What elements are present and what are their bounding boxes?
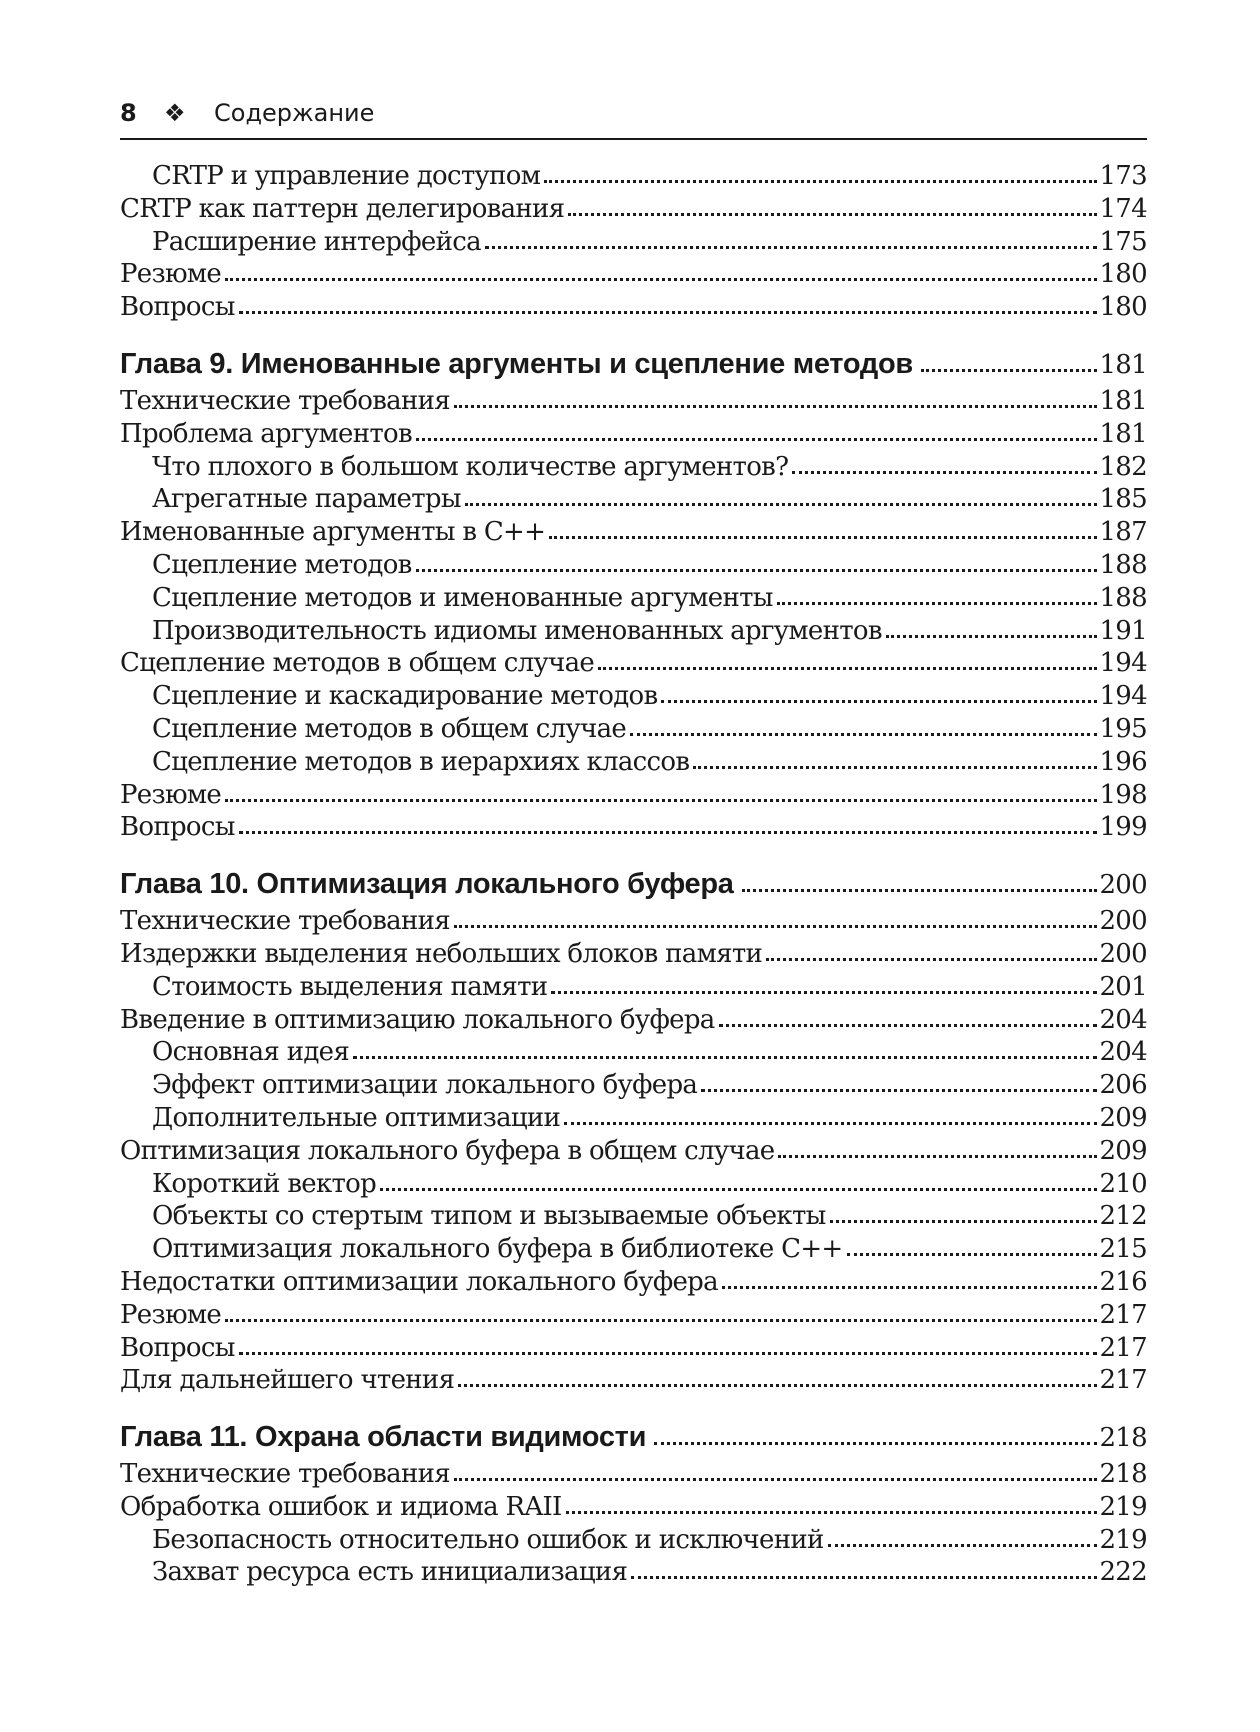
toc-entry-title: Глава 9. Именованные аргументы и сцепление методов <box>120 347 913 380</box>
toc-entry-title: Введение в оптимизацию локального буфера <box>120 1004 715 1035</box>
toc-entry <box>120 1233 1147 1266</box>
toc-entry-title: Сцепление методов в иерархиях классов <box>152 746 690 777</box>
toc-entry <box>120 418 1147 451</box>
toc-entry <box>120 1491 1147 1524</box>
toc-entry <box>120 1102 1147 1135</box>
toc-entry-page: 180 <box>1099 259 1147 290</box>
toc-entry-page: 217 <box>1099 1299 1147 1330</box>
toc-entry <box>120 1299 1147 1332</box>
toc-entry <box>120 1069 1147 1102</box>
toc-entry-title: Стоимость выделения памяти <box>152 971 548 1002</box>
dot-leader <box>416 569 1098 572</box>
toc-entry-page: 174 <box>1099 193 1147 224</box>
dot-leader <box>485 246 1098 249</box>
toc-entry-title: Резюме <box>120 779 222 810</box>
toc-entry-title: CRTP и управление доступом <box>152 161 541 191</box>
dot-leader <box>778 1155 1097 1158</box>
dot-leader <box>766 958 1097 961</box>
toc-entry-title: Проблема аргументов <box>120 418 412 449</box>
toc-entry-title: Безопасность относительно ошибок и исключений <box>152 1524 824 1555</box>
toc-entry-page: 210 <box>1099 1168 1147 1199</box>
toc-entry-page: 200 <box>1099 870 1147 901</box>
toc-entry <box>120 1135 1147 1168</box>
toc-entry <box>120 516 1147 549</box>
dot-leader <box>416 438 1098 441</box>
dot-leader <box>830 1220 1098 1223</box>
toc-entry <box>120 483 1147 516</box>
toc-entry <box>120 713 1147 746</box>
toc-entry-page: 194 <box>1099 681 1147 712</box>
toc-entry <box>120 680 1147 713</box>
dot-leader <box>458 1384 1097 1387</box>
toc-entry <box>120 1004 1147 1037</box>
toc-entry <box>120 193 1147 226</box>
toc-entry-page: 196 <box>1099 746 1147 777</box>
toc-entry-title: Глава 11. Охрана области видимости <box>120 1421 647 1454</box>
toc-entry-title: Для дальнейшего чтения <box>120 1365 455 1396</box>
ornament-icon: ❖ <box>164 99 186 127</box>
toc-entry-page: 198 <box>1099 779 1147 810</box>
toc-entry-page: 219 <box>1099 1491 1147 1522</box>
dot-leader <box>886 635 1098 638</box>
toc-entry-title: Именованные аргументы в C++ <box>120 517 546 548</box>
toc-entry-page: 200 <box>1099 906 1147 937</box>
dot-leader <box>693 766 1097 769</box>
dot-leader <box>239 831 1098 834</box>
toc-entry <box>120 811 1147 844</box>
toc-entry-page: 222 <box>1099 1557 1147 1588</box>
toc-entry <box>120 258 1147 291</box>
dot-leader <box>742 889 1098 892</box>
dot-leader <box>549 536 1097 539</box>
toc-entry <box>120 549 1147 582</box>
table-of-contents <box>120 160 1147 1589</box>
toc-entry-title: Оптимизация локального буфера в общем случае <box>120 1135 775 1166</box>
toc-entry-title: Агрегатные параметры <box>152 484 461 515</box>
toc-entry <box>120 1168 1147 1201</box>
toc-entry-title: CRTP как паттерн делегирования <box>120 193 565 224</box>
toc-entry-title: Дополнительные оптимизации <box>152 1102 561 1133</box>
toc-entry-title: Технические требования <box>120 906 450 937</box>
toc-entry <box>120 1524 1147 1557</box>
dot-leader <box>719 1024 1098 1027</box>
toc-entry-title: Вопросы <box>120 292 235 323</box>
toc-entry-page: 181 <box>1099 349 1147 380</box>
toc-entry <box>120 1036 1147 1069</box>
toc-entry <box>120 1200 1147 1233</box>
toc-entry <box>120 291 1147 324</box>
dot-leader <box>568 213 1097 216</box>
toc-entry-title: Технические требования <box>120 1459 450 1490</box>
dot-leader <box>465 503 1098 506</box>
toc-entry-title: Резюме <box>120 1299 222 1330</box>
toc-entry-title: Основная идея <box>152 1037 350 1068</box>
toc-entry-title: Сцепление методов и именованные аргументы <box>152 582 773 613</box>
toc-entry-title: Эффект оптимизации локального буфера <box>152 1070 698 1101</box>
toc-entry-page: 216 <box>1099 1266 1147 1297</box>
toc-entry-page: 215 <box>1099 1234 1147 1265</box>
dot-leader <box>598 667 1097 670</box>
toc-chapter-entry <box>120 1416 1147 1458</box>
dot-leader <box>551 991 1097 994</box>
toc-entry-title: Сцепление методов <box>152 549 412 580</box>
toc-entry-page: 195 <box>1099 713 1147 744</box>
toc-entry-page: 217 <box>1099 1365 1147 1396</box>
dot-leader <box>239 311 1098 314</box>
toc-entry <box>120 938 1147 971</box>
dot-leader <box>564 1122 1097 1125</box>
toc-entry <box>120 779 1147 812</box>
toc-entry-page: 218 <box>1099 1423 1147 1454</box>
toc-entry <box>120 647 1147 680</box>
dot-leader <box>566 1511 1098 1514</box>
dot-leader <box>225 1319 1097 1322</box>
toc-entry <box>120 1556 1147 1589</box>
dot-leader <box>828 1544 1098 1547</box>
toc-entry-title: Короткий вектор <box>152 1168 377 1199</box>
toc-entry-page: 175 <box>1099 226 1147 257</box>
dot-leader <box>454 1478 1098 1481</box>
toc-entry-title: Сцепление методов в общем случае <box>120 648 595 679</box>
toc-entry-page: 173 <box>1099 161 1147 191</box>
toc-entry <box>120 1364 1147 1397</box>
toc-entry-title: Оптимизация локального буфера в библиотеке C++ <box>152 1234 843 1265</box>
toc-entry-page: 191 <box>1099 615 1147 646</box>
dot-leader <box>921 369 1098 372</box>
dot-leader <box>544 180 1097 183</box>
toc-entry-page: 188 <box>1099 582 1147 613</box>
dot-leader <box>353 1056 1097 1059</box>
toc-entry-page: 219 <box>1099 1524 1147 1555</box>
toc-entry <box>120 1332 1147 1365</box>
toc-entry-page: 204 <box>1099 1004 1147 1035</box>
toc-entry-title: Сцепление методов в общем случае <box>152 713 627 744</box>
toc-entry-page: 187 <box>1099 517 1147 548</box>
dot-leader <box>701 1089 1097 1092</box>
toc-entry-title: Издержки выделения небольших блоков памяти <box>120 938 763 969</box>
dot-leader <box>777 602 1098 605</box>
running-header <box>120 96 1147 140</box>
toc-entry-title: Производительность идиомы именованных аргументов <box>152 615 882 646</box>
dot-leader <box>225 278 1097 281</box>
toc-entry <box>120 582 1147 615</box>
toc-entry-page: 200 <box>1099 938 1147 969</box>
toc-entry-title: Вопросы <box>120 1332 235 1363</box>
toc-entry-page: 212 <box>1099 1201 1147 1232</box>
toc-entry-page: 181 <box>1099 385 1147 416</box>
toc-entry-page: 204 <box>1099 1037 1147 1068</box>
toc-entry-page: 180 <box>1099 292 1147 323</box>
toc-entry-title: Технические требования <box>120 385 450 416</box>
toc-entry <box>120 971 1147 1004</box>
toc-entry-page: 188 <box>1099 549 1147 580</box>
toc-entry-title: Обработка ошибок и идиома RAII <box>120 1491 562 1522</box>
dot-leader <box>661 700 1097 703</box>
dot-leader <box>380 1188 1097 1191</box>
toc-entry-page: 218 <box>1099 1459 1147 1490</box>
toc-entry-page: 185 <box>1099 484 1147 515</box>
toc-entry-page: 182 <box>1099 451 1147 482</box>
toc-entry-title: Объекты со стертым типом и вызываемые объекты <box>152 1201 826 1232</box>
toc-entry-page: 217 <box>1099 1332 1147 1363</box>
dot-leader <box>454 405 1098 408</box>
toc-entry-page: 201 <box>1099 971 1147 1002</box>
page-number: 8 <box>120 99 137 127</box>
toc-entry-title: Что плохого в большом количестве аргументов? <box>152 451 789 482</box>
toc-entry <box>120 746 1147 779</box>
toc-entry-page: 206 <box>1099 1070 1147 1101</box>
dot-leader <box>631 1576 1097 1579</box>
section-title: Содержание <box>214 99 375 127</box>
toc-entry-title: Резюме <box>120 259 222 290</box>
toc-entry <box>120 615 1147 648</box>
toc-entry-title: Глава 10. Оптимизация локального буфера <box>120 868 734 901</box>
dot-leader <box>792 471 1097 474</box>
toc-entry-title: Захват ресурса есть инициализация <box>152 1557 628 1588</box>
dot-leader <box>654 1442 1097 1445</box>
toc-entry <box>120 451 1147 484</box>
toc-entry-page: 209 <box>1099 1135 1147 1166</box>
toc-chapter-entry <box>120 343 1147 385</box>
dot-leader <box>722 1286 1098 1289</box>
dot-leader <box>630 733 1097 736</box>
toc-chapter-entry <box>120 863 1147 905</box>
toc-entry <box>120 385 1147 418</box>
toc-entry-page: 194 <box>1099 648 1147 679</box>
toc-entry-title: Сцепление и каскадирование методов <box>152 681 658 712</box>
toc-entry-page: 199 <box>1099 812 1147 843</box>
toc-entry-title: Вопросы <box>120 812 235 843</box>
toc-entry <box>120 1266 1147 1299</box>
toc-entry-page: 209 <box>1099 1102 1147 1133</box>
dot-leader <box>225 799 1097 802</box>
dot-leader <box>847 1253 1098 1256</box>
dot-leader <box>454 925 1098 928</box>
toc-entry-page: 181 <box>1099 418 1147 449</box>
toc-entry-title: Расширение интерфейса <box>152 226 481 257</box>
toc-entry <box>120 226 1147 259</box>
dot-leader <box>239 1352 1098 1355</box>
toc-entry-title: Недостатки оптимизации локального буфера <box>120 1266 718 1297</box>
toc-entry <box>120 160 1147 193</box>
toc-entry <box>120 905 1147 938</box>
toc-entry <box>120 1458 1147 1491</box>
